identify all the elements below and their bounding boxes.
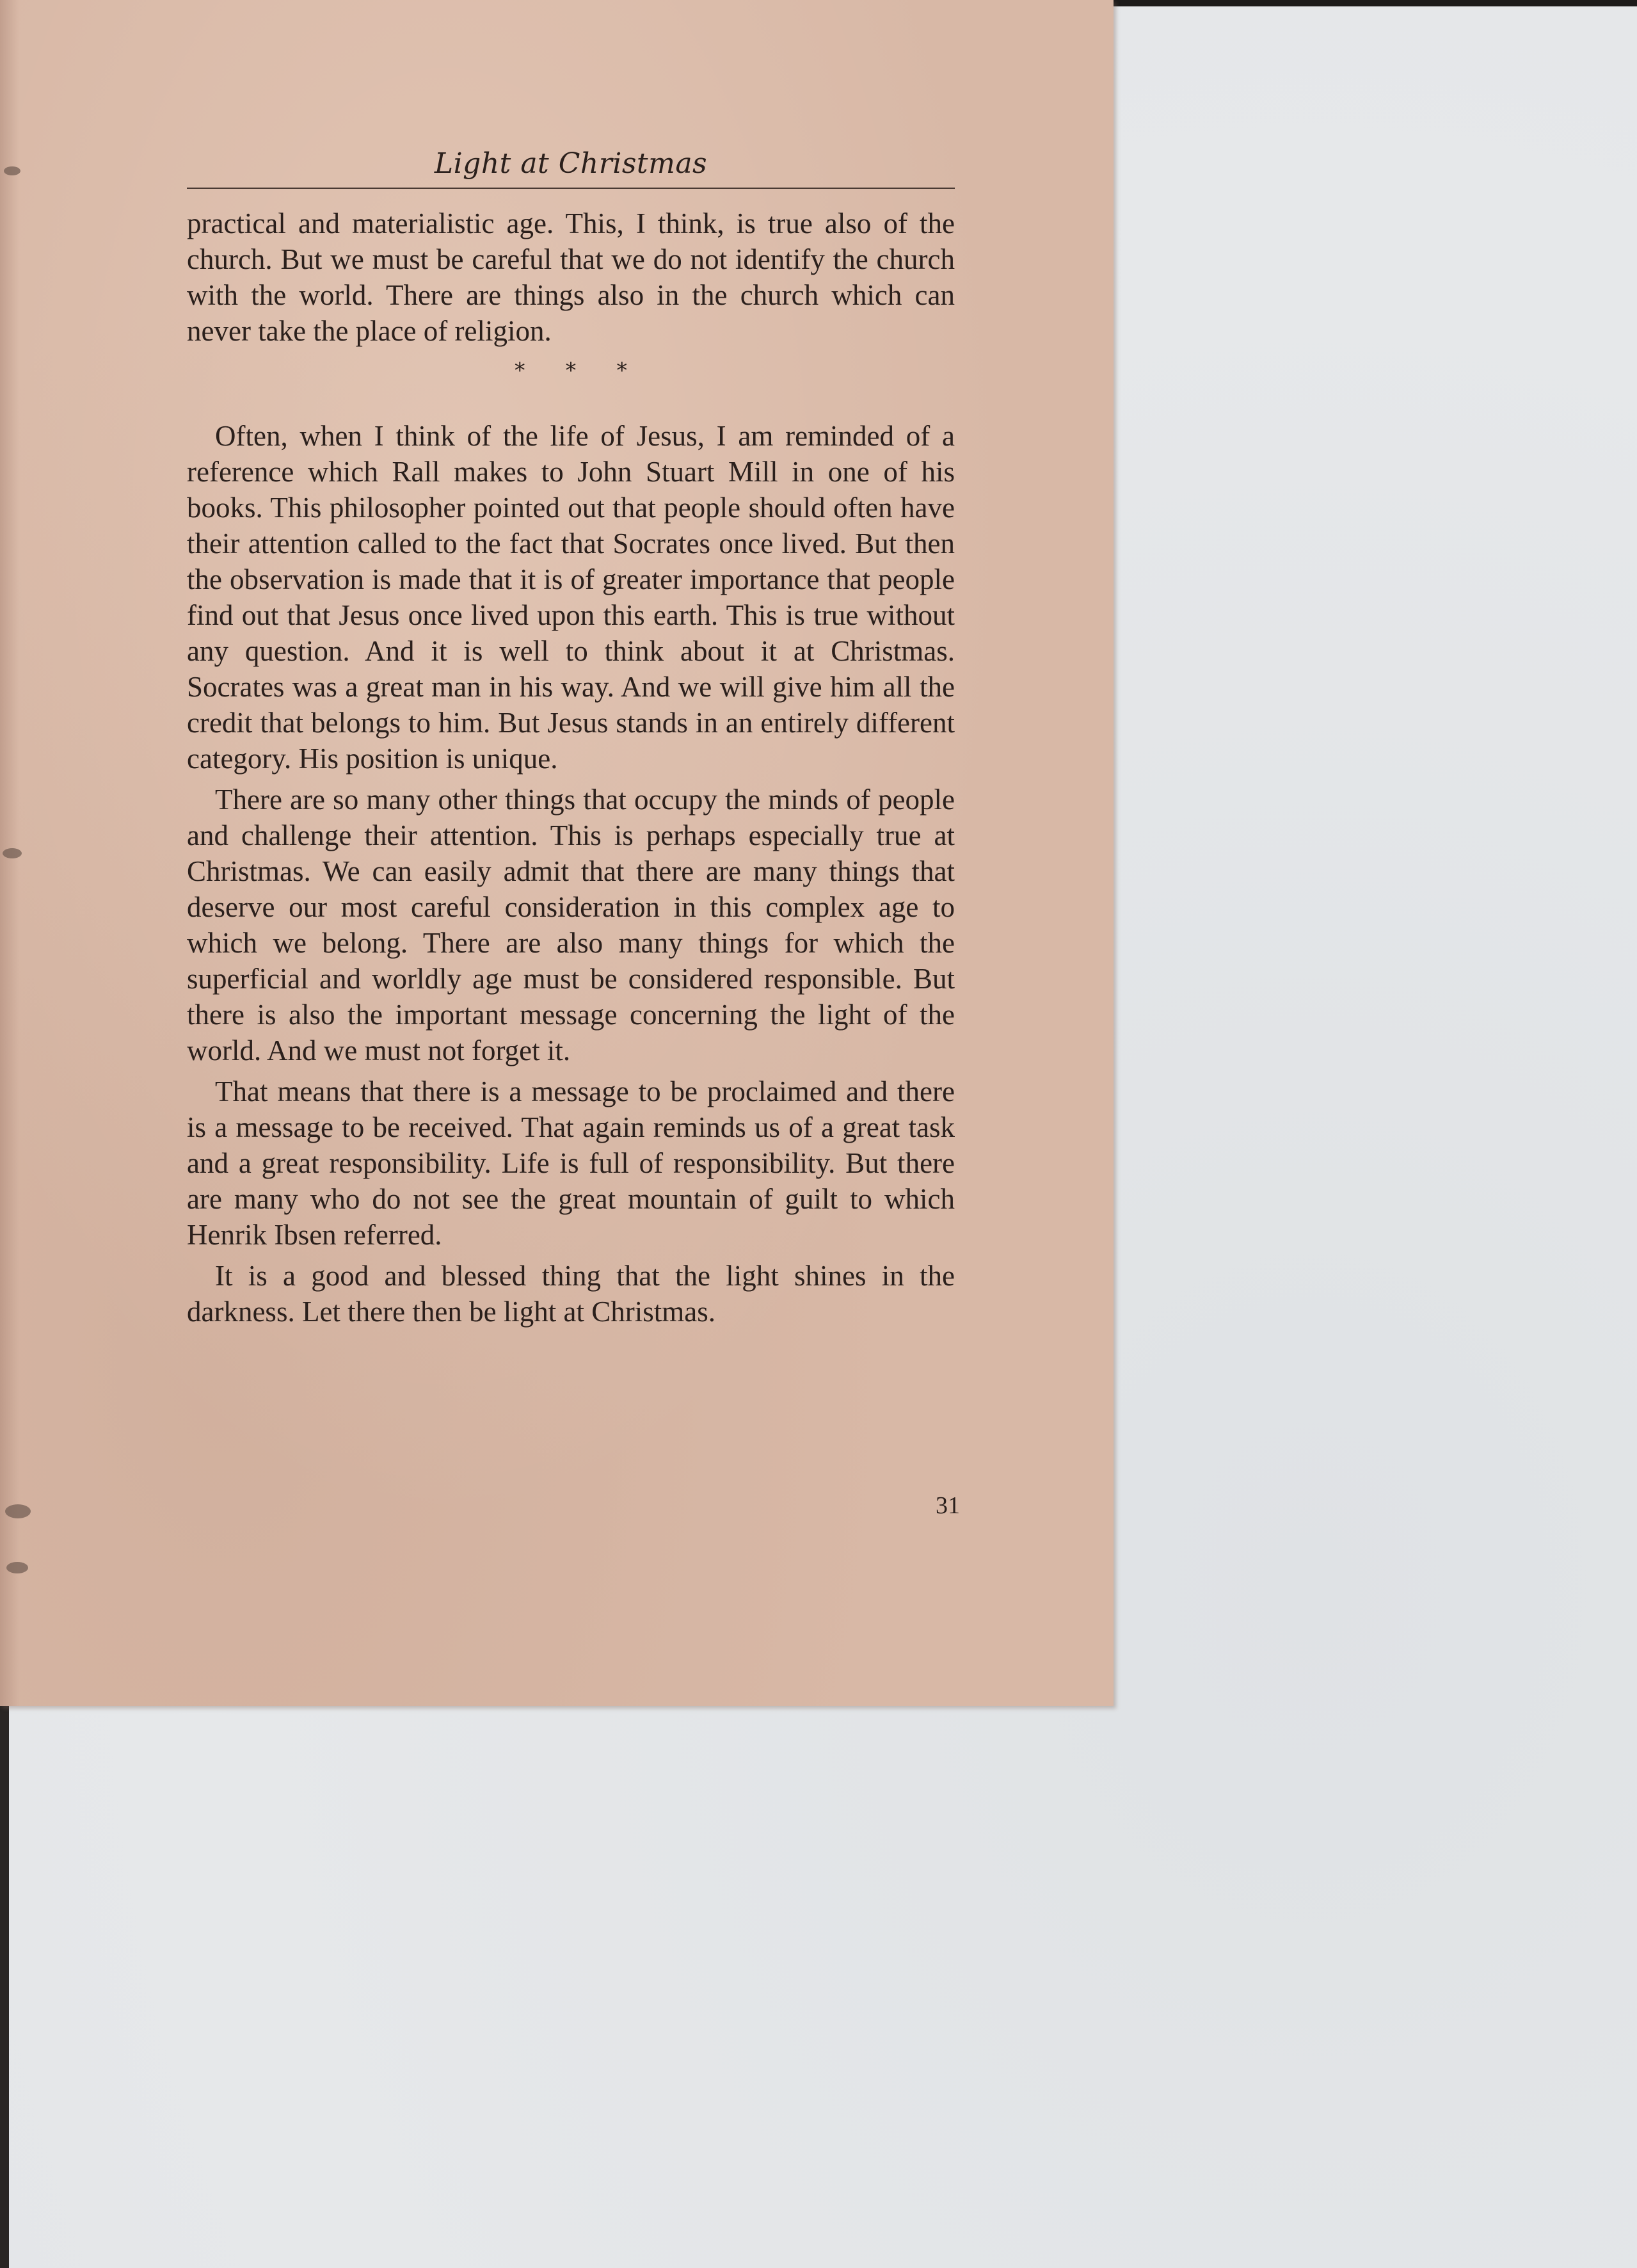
page-content [187, 147, 955, 1330]
running-head: Light at Christmas [187, 147, 955, 189]
page-tear-mark [3, 848, 22, 858]
paragraph: It is a good and blessed thing that the light shines in the darkness. Let there then be light at Christmas. [187, 1260, 955, 1328]
paragraph: practical and materialistic age. This, I think, is true also of the church. But we must be careful that we do not identify the church with the world. There are things also in the church which can never take the place of religion. [187, 207, 955, 347]
page-tear-mark [4, 166, 20, 175]
section-break-asterisks: * * * [514, 358, 644, 383]
paragraph: Often, when I think of the life of Jesus, I am reminded of a reference which Rall makes to John Stuart Mill in one of his books. This philosopher pointed out that people should often have their attention called to the fact that Socrates once lived. But then the observation is made that it is of greater importance that people find out that Jesus once lived upon this earth. This is true without any question. And it is well to think about it at Christmas. Socrates was a great man in his way. And we will give him all the credit that belongs to him. But Jesus stands in an entirely different category. His position is unique. [187, 420, 955, 775]
page-tear-mark [5, 1504, 31, 1518]
paragraph: There are so many other things that occupy the minds of people and challenge their attention. This is perhaps especially true at Christmas. We can easily admit that there are many things that deserve our most careful consideration in this complex age to which we belong. There are also many things for which the superficial and worldly age must be considered responsible. But there is also the important message concerning the light of the world. And we must not forget it. [187, 784, 955, 1066]
page-tear-mark [6, 1562, 28, 1573]
page-number: 31 [936, 1492, 960, 1519]
scanner-edge-top [1114, 0, 1637, 6]
paragraph: That means that there is a message to be proclaimed and there is a message to be received. That again reminds us of a great task and a great responsibility. Life is full of responsibility. But there are many who do not see the great mountain of guilt to which Henrik Ibsen referred. [187, 1075, 955, 1251]
